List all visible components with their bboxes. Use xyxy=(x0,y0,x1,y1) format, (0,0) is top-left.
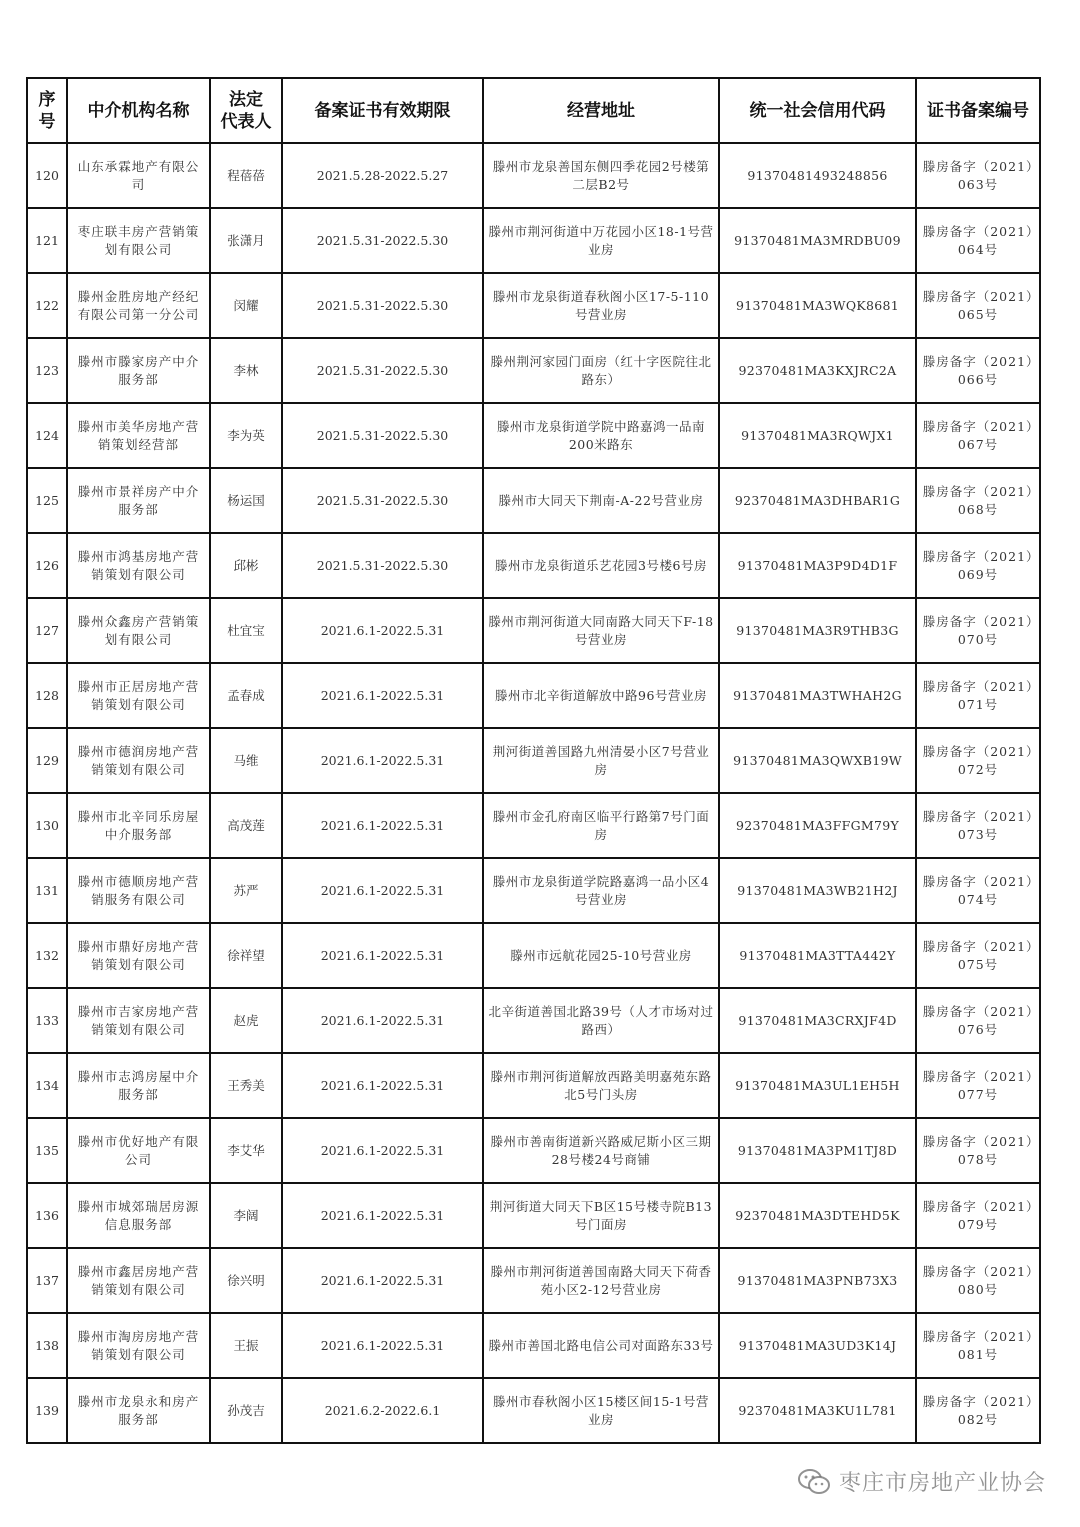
cell-name: 滕州市正居房地产营销策划有限公司 xyxy=(67,663,210,728)
header-rep-text: 法定 代表人 xyxy=(220,89,272,132)
cell-code: 91370481MA3TTA442Y xyxy=(719,923,916,988)
header-cert: 证书备案编号 xyxy=(916,78,1040,143)
registration-table xyxy=(26,77,1041,1444)
cell-rep: 李为英 xyxy=(210,403,282,468)
cell-rep: 孙茂吉 xyxy=(210,1378,282,1443)
cell-rep: 李阔 xyxy=(210,1183,282,1248)
cell-code: 91370481MA3UD3K14J xyxy=(719,1313,916,1378)
cell-rep: 杜宜宝 xyxy=(210,598,282,663)
cell-address: 滕州市荆河街道大同南路大同天下F-18号营业房 xyxy=(483,598,719,663)
cell-address: 滕州市荆河街道中万花园小区18-1号营业房 xyxy=(483,208,719,273)
table-row xyxy=(27,533,1040,598)
cell-no: 125 xyxy=(27,468,67,533)
cell-address: 荆河街道大同天下B区15号楼寺院B13号门面房 xyxy=(483,1183,719,1248)
cell-no: 120 xyxy=(27,143,67,208)
cell-validity: 2021.6.1-2022.5.31 xyxy=(282,1248,483,1313)
cell-cert: 滕房备字（2021）072号 xyxy=(916,728,1040,793)
cell-address: 滕州市龙泉善国东侧四季花园2号楼第二层B2号 xyxy=(483,143,719,208)
cell-name: 滕州众鑫房产营销策划有限公司 xyxy=(67,598,210,663)
cell-address: 滕州市金孔府南区临平行路第7号门面房 xyxy=(483,793,719,858)
cell-cert: 滕房备字（2021）070号 xyxy=(916,598,1040,663)
cell-name: 滕州市鼎好房地产营销策划有限公司 xyxy=(67,923,210,988)
cell-validity: 2021.6.1-2022.5.31 xyxy=(282,1183,483,1248)
header-address: 经营地址 xyxy=(483,78,719,143)
table-row xyxy=(27,1248,1040,1313)
cell-validity: 2021.6.1-2022.5.31 xyxy=(282,988,483,1053)
cell-code: 92370481MA3DHBAR1G xyxy=(719,468,916,533)
cell-cert: 滕房备字（2021）082号 xyxy=(916,1378,1040,1443)
table-row xyxy=(27,1118,1040,1183)
cell-rep: 邱彬 xyxy=(210,533,282,598)
table-row xyxy=(27,1378,1040,1443)
table-row xyxy=(27,1183,1040,1248)
cell-address: 滕州市大同天下荆南-A-22号营业房 xyxy=(483,468,719,533)
cell-name: 滕州市北辛同乐房屋中介服务部 xyxy=(67,793,210,858)
cell-no: 136 xyxy=(27,1183,67,1248)
cell-rep: 张潇月 xyxy=(210,208,282,273)
cell-name: 滕州市志鸿房屋中介服务部 xyxy=(67,1053,210,1118)
cell-name: 滕州市景祥房产中介服务部 xyxy=(67,468,210,533)
cell-cert: 滕房备字（2021）071号 xyxy=(916,663,1040,728)
cell-cert: 滕房备字（2021）078号 xyxy=(916,1118,1040,1183)
cell-no: 134 xyxy=(27,1053,67,1118)
cell-code: 91370481MA3TWHAH2G xyxy=(719,663,916,728)
header-validity: 备案证书有效期限 xyxy=(282,78,483,143)
cell-validity: 2021.6.1-2022.5.31 xyxy=(282,663,483,728)
cell-validity: 2021.6.1-2022.5.31 xyxy=(282,1118,483,1183)
cell-rep: 李艾华 xyxy=(210,1118,282,1183)
cell-name: 滕州市滕家房产中介服务部 xyxy=(67,338,210,403)
cell-rep: 高茂莲 xyxy=(210,793,282,858)
header-row xyxy=(27,78,1040,143)
cell-cert: 滕房备字（2021）074号 xyxy=(916,858,1040,923)
cell-name: 滕州市城郊瑞居房源信息服务部 xyxy=(67,1183,210,1248)
cell-cert: 滕房备字（2021）068号 xyxy=(916,468,1040,533)
cell-code: 91370481MA3QWXB19W xyxy=(719,728,916,793)
cell-address: 滕州市远航花园25-10号营业房 xyxy=(483,923,719,988)
table-row xyxy=(27,988,1040,1053)
header-no-text: 序 号 xyxy=(38,89,56,132)
cell-cert: 滕房备字（2021）069号 xyxy=(916,533,1040,598)
cell-no: 128 xyxy=(27,663,67,728)
cell-rep: 杨运国 xyxy=(210,468,282,533)
cell-cert: 滕房备字（2021）064号 xyxy=(916,208,1040,273)
cell-rep: 闵耀 xyxy=(210,273,282,338)
cell-rep: 徐祥望 xyxy=(210,923,282,988)
cell-cert: 滕房备字（2021）063号 xyxy=(916,143,1040,208)
cell-rep: 王振 xyxy=(210,1313,282,1378)
cell-address: 滕州市善南街道新兴路威尼斯小区三期28号楼24号商铺 xyxy=(483,1118,719,1183)
cell-address: 滕州荆河家园门面房（红十字医院往北路东） xyxy=(483,338,719,403)
cell-rep: 王秀美 xyxy=(210,1053,282,1118)
cell-validity: 2021.5.31-2022.5.30 xyxy=(282,403,483,468)
cell-code: 92370481MA3DTEHD5K xyxy=(719,1183,916,1248)
cell-no: 122 xyxy=(27,273,67,338)
table-row xyxy=(27,598,1040,663)
cell-rep: 赵虎 xyxy=(210,988,282,1053)
table-row xyxy=(27,403,1040,468)
cell-cert: 滕房备字（2021）080号 xyxy=(916,1248,1040,1313)
cell-address: 滕州市北辛街道解放中路96号营业房 xyxy=(483,663,719,728)
table-row xyxy=(27,468,1040,533)
cell-code: 91370481MA3WB21H2J xyxy=(719,858,916,923)
cell-address: 荆河街道善国路九州清晏小区7号营业房 xyxy=(483,728,719,793)
cell-no: 138 xyxy=(27,1313,67,1378)
cell-no: 137 xyxy=(27,1248,67,1313)
header-name: 中介机构名称 xyxy=(67,78,210,143)
table-row xyxy=(27,273,1040,338)
cell-cert: 滕房备字（2021）075号 xyxy=(916,923,1040,988)
wechat-icon xyxy=(797,1468,831,1496)
cell-rep: 程蓓蓓 xyxy=(210,143,282,208)
cell-no: 135 xyxy=(27,1118,67,1183)
cell-rep: 李林 xyxy=(210,338,282,403)
cell-code: 92370481MA3KXJRC2A xyxy=(719,338,916,403)
cell-name: 滕州市吉家房地产营销策划有限公司 xyxy=(67,988,210,1053)
cell-validity: 2021.5.31-2022.5.30 xyxy=(282,208,483,273)
cell-code: 91370481MA3CRXJF4D xyxy=(719,988,916,1053)
cell-validity: 2021.5.31-2022.5.30 xyxy=(282,338,483,403)
table-row xyxy=(27,923,1040,988)
cell-rep: 马维 xyxy=(210,728,282,793)
cell-name: 滕州市淘房房地产营销策划有限公司 xyxy=(67,1313,210,1378)
cell-cert: 滕房备字（2021）081号 xyxy=(916,1313,1040,1378)
cell-no: 139 xyxy=(27,1378,67,1443)
table-row xyxy=(27,728,1040,793)
header-rep xyxy=(210,78,282,143)
cell-code: 91370481MA3PNB73X3 xyxy=(719,1248,916,1313)
cell-address: 北辛街道善国北路39号（人才市场对过路西） xyxy=(483,988,719,1053)
table-row xyxy=(27,793,1040,858)
cell-address: 滕州市龙泉街道乐艺花园3号楼6号房 xyxy=(483,533,719,598)
cell-cert: 滕房备字（2021）079号 xyxy=(916,1183,1040,1248)
cell-address: 滕州市春秋阁小区15楼区间15-1号营业房 xyxy=(483,1378,719,1443)
table-row xyxy=(27,858,1040,923)
watermark xyxy=(797,1466,1046,1497)
cell-address: 滕州市龙泉街道春秋阁小区17-5-110号营业房 xyxy=(483,273,719,338)
cell-address: 滕州市龙泉街道学院中路嘉鸿一品南200米路东 xyxy=(483,403,719,468)
cell-code: 91370481MA3WQK8681 xyxy=(719,273,916,338)
cell-no: 126 xyxy=(27,533,67,598)
cell-validity: 2021.6.1-2022.5.31 xyxy=(282,598,483,663)
cell-name: 滕州市德顺房地产营销服务有限公司 xyxy=(67,858,210,923)
cell-code: 91370481MA3PM1TJ8D xyxy=(719,1118,916,1183)
watermark-text: 枣庄市房地产业协会 xyxy=(838,1471,1046,1496)
cell-validity: 2021.6.1-2022.5.31 xyxy=(282,858,483,923)
cell-no: 124 xyxy=(27,403,67,468)
cell-name: 枣庄联丰房产营销策划有限公司 xyxy=(67,208,210,273)
cell-code: 91370481MA3R9THB3G xyxy=(719,598,916,663)
cell-no: 131 xyxy=(27,858,67,923)
table-row xyxy=(27,663,1040,728)
cell-name: 滕州市德润房地产营销策划有限公司 xyxy=(67,728,210,793)
cell-code: 92370481MA3FFGM79Y xyxy=(719,793,916,858)
cell-no: 130 xyxy=(27,793,67,858)
cell-address: 滕州市善国北路电信公司对面路东33号 xyxy=(483,1313,719,1378)
table-row xyxy=(27,1313,1040,1378)
table-row xyxy=(27,143,1040,208)
cell-cert: 滕房备字（2021）066号 xyxy=(916,338,1040,403)
cell-no: 129 xyxy=(27,728,67,793)
cell-name: 滕州金胜房地产经纪有限公司第一分公司 xyxy=(67,273,210,338)
cell-validity: 2021.5.31-2022.5.30 xyxy=(282,468,483,533)
cell-validity: 2021.6.1-2022.5.31 xyxy=(282,1313,483,1378)
cell-address: 滕州市荆河街道善国南路大同天下荷香苑小区2-12号营业房 xyxy=(483,1248,719,1313)
cell-cert: 滕房备字（2021）067号 xyxy=(916,403,1040,468)
cell-validity: 2021.6.1-2022.5.31 xyxy=(282,728,483,793)
table-row xyxy=(27,338,1040,403)
cell-validity: 2021.5.28-2022.5.27 xyxy=(282,143,483,208)
table-row xyxy=(27,208,1040,273)
cell-code: 91370481493248856 xyxy=(719,143,916,208)
cell-validity: 2021.6.2-2022.6.1 xyxy=(282,1378,483,1443)
cell-rep: 苏严 xyxy=(210,858,282,923)
cell-name: 滕州市鸿基房地产营销策划有限公司 xyxy=(67,533,210,598)
cell-no: 127 xyxy=(27,598,67,663)
cell-name: 滕州市龙泉永和房产服务部 xyxy=(67,1378,210,1443)
cell-code: 91370481MA3P9D4D1F xyxy=(719,533,916,598)
header-code: 统一社会信用代码 xyxy=(719,78,916,143)
header-no xyxy=(27,78,67,143)
cell-cert: 滕房备字（2021）073号 xyxy=(916,793,1040,858)
cell-address: 滕州市荆河街道解放西路美明嘉苑东路北5号门头房 xyxy=(483,1053,719,1118)
cell-validity: 2021.5.31-2022.5.30 xyxy=(282,533,483,598)
cell-validity: 2021.6.1-2022.5.31 xyxy=(282,923,483,988)
cell-no: 123 xyxy=(27,338,67,403)
cell-name: 滕州市优好地产有限公司 xyxy=(67,1118,210,1183)
cell-code: 91370481MA3MRDBU09 xyxy=(719,208,916,273)
cell-no: 132 xyxy=(27,923,67,988)
cell-code: 92370481MA3KU1L781 xyxy=(719,1378,916,1443)
cell-validity: 2021.6.1-2022.5.31 xyxy=(282,1053,483,1118)
cell-no: 121 xyxy=(27,208,67,273)
cell-cert: 滕房备字（2021）077号 xyxy=(916,1053,1040,1118)
cell-rep: 徐兴明 xyxy=(210,1248,282,1313)
table-row xyxy=(27,1053,1040,1118)
cell-code: 91370481MA3UL1EH5H xyxy=(719,1053,916,1118)
cell-validity: 2021.6.1-2022.5.31 xyxy=(282,793,483,858)
cell-name: 滕州市鑫居房地产营销策划有限公司 xyxy=(67,1248,210,1313)
cell-address: 滕州市龙泉街道学院路嘉鸿一品小区4号营业房 xyxy=(483,858,719,923)
cell-code: 91370481MA3RQWJX1 xyxy=(719,403,916,468)
cell-cert: 滕房备字（2021）065号 xyxy=(916,273,1040,338)
cell-no: 133 xyxy=(27,988,67,1053)
cell-name: 山东承霖地产有限公司 xyxy=(67,143,210,208)
cell-validity: 2021.5.31-2022.5.30 xyxy=(282,273,483,338)
cell-name: 滕州市美华房地产营销策划经营部 xyxy=(67,403,210,468)
cell-cert: 滕房备字（2021）076号 xyxy=(916,988,1040,1053)
cell-rep: 孟春成 xyxy=(210,663,282,728)
